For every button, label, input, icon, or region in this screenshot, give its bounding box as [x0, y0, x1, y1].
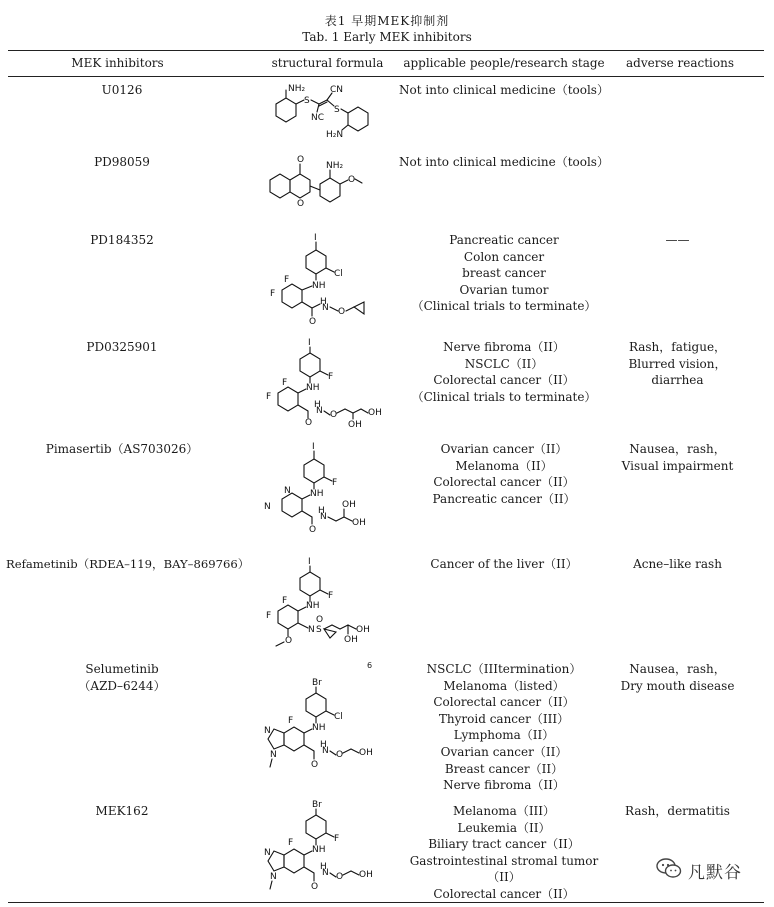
inhibitor-name: U0126	[101, 83, 143, 97]
svg-text:S: S	[334, 105, 340, 115]
svg-text:OH: OH	[344, 635, 358, 645]
svg-text:F: F	[332, 478, 338, 488]
svg-text:OH: OH	[368, 408, 382, 418]
top-rule	[8, 50, 764, 51]
svg-text:H₂N: H₂N	[326, 130, 344, 140]
svg-text:F: F	[288, 716, 294, 726]
svg-text:I: I	[312, 442, 315, 452]
svg-text:NC: NC	[311, 113, 325, 123]
svg-text:OH: OH	[342, 500, 356, 510]
structure-refametinib	[262, 556, 402, 648]
svg-text:F: F	[270, 289, 276, 299]
structure-pimasertib	[262, 441, 402, 533]
stage-list: Ovarian cancer（II） Melanoma（II） Colorectal cancer（II） Pancreatic cancer（II）	[432, 442, 576, 506]
adverse-list: ——	[665, 233, 690, 247]
svg-text:O: O	[297, 155, 305, 165]
svg-text:H: H	[320, 740, 327, 750]
svg-text:O: O	[297, 199, 305, 209]
header-stage: applicable people/research stage	[403, 56, 605, 70]
stage-list: Not into clinical medicine（tools）	[399, 83, 609, 97]
svg-text:NH: NH	[312, 845, 326, 855]
table-title-chinese: 表1 早期MEK抑制剂	[324, 14, 450, 28]
svg-text:O: O	[348, 175, 356, 185]
svg-text:S: S	[304, 96, 310, 106]
inhibitor-name: Refametinib（RDEA–119，BAY–869766）	[6, 557, 250, 571]
svg-text:I: I	[308, 338, 311, 348]
svg-text:O: O	[309, 317, 317, 327]
svg-text:O: O	[330, 410, 338, 420]
svg-text:H: H	[318, 506, 325, 516]
svg-text:O: O	[336, 872, 344, 882]
inhibitor-name: MEK162	[95, 804, 149, 818]
svg-text:O: O	[285, 636, 293, 646]
structure-pd98059	[262, 150, 402, 216]
svg-text:F: F	[328, 591, 334, 601]
header-name: MEK inhibitors	[71, 56, 164, 70]
svg-text:N: N	[270, 872, 277, 882]
adverse-list: Rash，dermatitis	[625, 804, 730, 818]
stage-list: Pancreatic cancer Colon cancer breast cancer Ovarian tumor （Clinical trials to terminate）	[411, 233, 597, 314]
svg-text:O: O	[311, 882, 319, 892]
structure-mek162	[262, 799, 402, 897]
inhibitor-name: PD184352	[90, 233, 154, 247]
svg-text:F: F	[282, 596, 288, 606]
svg-text:F: F	[334, 834, 340, 844]
svg-text:O: O	[336, 750, 344, 760]
stage-list: Not into clinical medicine（tools）	[399, 155, 609, 169]
svg-text:N: N	[322, 746, 329, 756]
svg-text:Br: Br	[312, 678, 322, 688]
svg-text:F: F	[266, 611, 272, 621]
svg-text:NH: NH	[312, 723, 326, 733]
header-adverse: adverse reactions	[625, 56, 734, 70]
svg-text:N: N	[264, 502, 271, 512]
svg-text:NH: NH	[310, 489, 324, 499]
svg-text:NH₂: NH₂	[326, 161, 344, 171]
svg-text:Br: Br	[312, 800, 322, 810]
bottom-rule	[8, 902, 764, 903]
header-structure: structural formula	[271, 56, 384, 70]
stage-list: Cancer of the liver（II）	[430, 557, 578, 571]
svg-text:I: I	[308, 557, 311, 567]
svg-text:F: F	[328, 372, 334, 382]
svg-text:N: N	[264, 726, 271, 736]
footnote-marker: 6	[367, 661, 373, 670]
structure-selumetinib	[262, 677, 402, 777]
svg-text:O: O	[316, 615, 324, 625]
structure-pd0325901	[262, 335, 402, 430]
svg-text:I: I	[314, 233, 317, 243]
inhibitor-name: Pimasertib（AS703026）	[45, 442, 199, 456]
svg-text:NH: NH	[306, 383, 320, 393]
svg-text:H: H	[320, 862, 327, 872]
svg-text:O: O	[305, 418, 313, 428]
svg-text:H: H	[320, 297, 327, 307]
svg-text:Cl: Cl	[334, 712, 343, 722]
svg-text:N: N	[322, 303, 329, 313]
svg-text:F: F	[288, 838, 294, 848]
header-rule	[8, 76, 764, 77]
adverse-list: Rash，fatigue， Blurred vision， diarrhea	[628, 340, 727, 388]
svg-text:NH: NH	[306, 601, 320, 611]
svg-text:OH: OH	[352, 518, 366, 528]
structure-pd184352	[262, 230, 402, 326]
svg-text:O: O	[309, 525, 317, 535]
structure-u0126	[262, 82, 402, 142]
svg-text:NH₂: NH₂	[288, 84, 306, 94]
svg-text:NH: NH	[312, 281, 326, 291]
adverse-list: Acne–like rash	[633, 557, 722, 571]
svg-text:N: N	[322, 868, 329, 878]
svg-text:N: N	[264, 848, 271, 858]
svg-text:S: S	[316, 625, 322, 635]
svg-text:N: N	[284, 486, 291, 496]
stage-list: NSCLC（IIItermination） Melanoma（listed） Colorectal cancer（II） Thyroid cancer（III） Lymphoma（II） Ovarian cancer（II） Breast cancer（II） Nerve fibroma（II）	[426, 662, 582, 793]
svg-text:N: N	[316, 406, 323, 416]
svg-text:Cl: Cl	[334, 269, 343, 279]
svg-text:H: H	[314, 400, 321, 410]
svg-text:O: O	[311, 760, 319, 770]
table-title-english: Tab. 1 Early MEK inhibitors	[302, 30, 472, 44]
adverse-list: Nausea，rash， Visual impairment	[621, 442, 734, 473]
wechat-icon	[656, 857, 682, 883]
svg-text:F: F	[282, 378, 288, 388]
svg-text:OH: OH	[359, 870, 373, 880]
svg-text:OH: OH	[356, 625, 370, 635]
stage-list: Melanoma（III） Leukemia（II） Biliary tract cancer（II） Gastrointestinal stromal tumor（II） Colorectal cancer（II）	[409, 804, 599, 901]
inhibitor-name: Selumetinib （AZD–6244）	[78, 662, 166, 693]
watermark	[656, 858, 742, 882]
adverse-list: Nausea，rash， Dry mouth disease	[620, 662, 735, 693]
svg-text:N: N	[320, 512, 327, 522]
svg-text:OH: OH	[348, 420, 362, 430]
svg-text:N: N	[308, 625, 315, 635]
svg-text:OH: OH	[359, 748, 373, 758]
svg-text:F: F	[266, 392, 272, 402]
svg-text:N: N	[270, 750, 277, 760]
inhibitor-name: PD98059	[94, 155, 150, 169]
svg-text:F: F	[284, 275, 290, 285]
stage-list: Nerve fibroma（II） NSCLC（II） Colorectal cancer（II） （Clinical trials to terminate）	[411, 340, 597, 404]
svg-text:CN: CN	[330, 85, 344, 95]
svg-text:O: O	[338, 307, 346, 317]
watermark-text: 凡默谷	[688, 862, 742, 883]
inhibitor-name: PD0325901	[86, 340, 158, 354]
